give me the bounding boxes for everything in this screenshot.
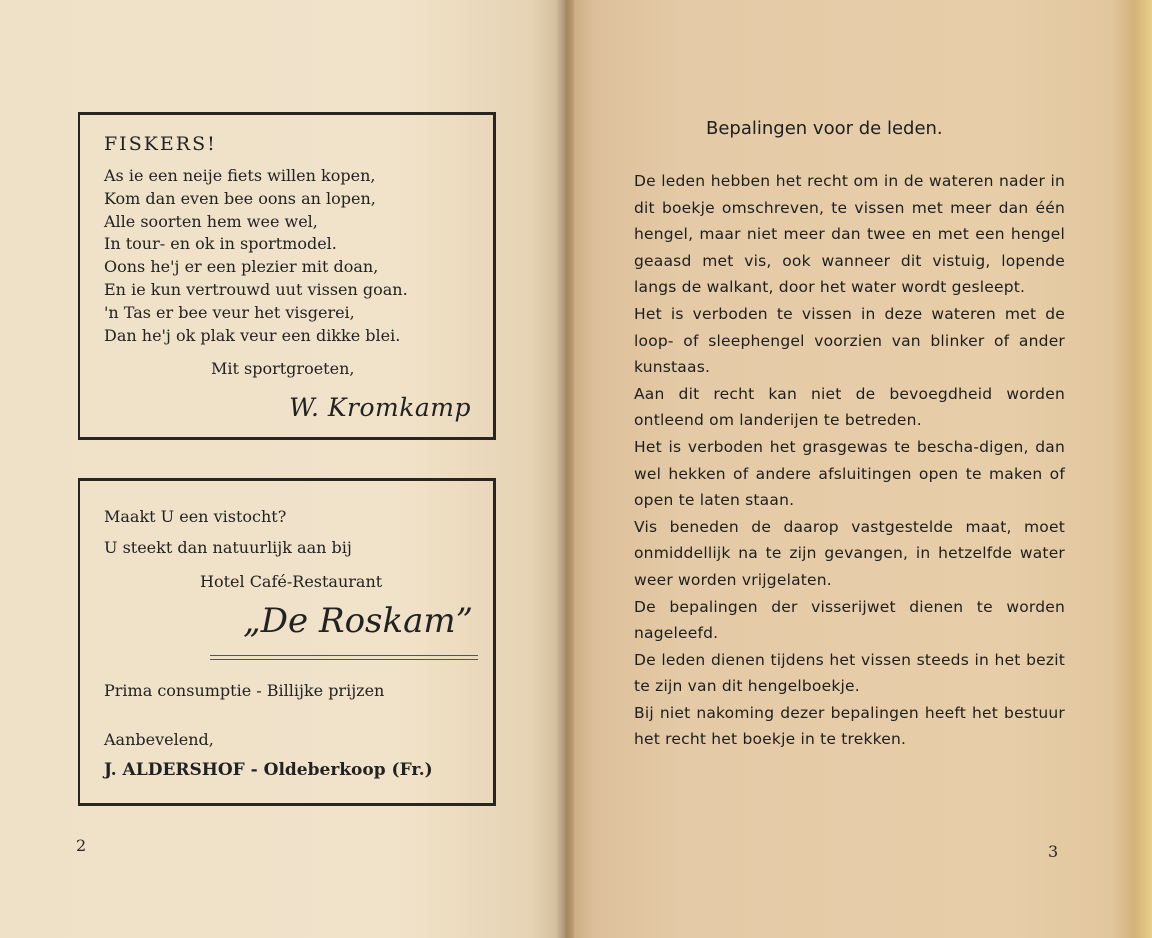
left-page xyxy=(0,0,566,938)
rule-paragraph: Het is verboden te vissen in deze wateren met de loop- of sleephengel voorzien van blinker of ander kunstaas. xyxy=(634,304,1065,377)
divider xyxy=(210,655,478,656)
page-number: 3 xyxy=(1048,842,1059,861)
rule-paragraph: Vis beneden de daarop vastgestelde maat, moet onmiddellijk na te zijn gevangen, in hetzelfde water weer worden vrijgelaten. xyxy=(634,517,1065,589)
poem-line: Kom dan even bee oons an lopen, xyxy=(104,188,376,208)
poem-line: As ie een neije fiets willen kopen, xyxy=(104,166,376,185)
rule-paragraph: De leden dienen tijdens het vissen steeds in het bezit te zijn van dit hengelboekje. xyxy=(634,650,1065,696)
advertisement-poem xyxy=(104,165,408,347)
rule-paragraph: Bij niet nakoming dezer bepalingen heeft het bestuur het recht het boekje in te trekken. xyxy=(634,703,1065,749)
right-page xyxy=(566,0,1152,938)
hotel-name: „De Roskam” xyxy=(243,601,473,641)
prices-slogan: Prima consumptie - Billijke prijzen xyxy=(104,681,385,700)
rule-paragraph: De leden hebben het recht om in de wateren nader in dit boekje omschreven, te vissen met meer dan één hengel, maar niet meer dan twee en met een hengel geaasd met vis, ook wanneer dit vistuig, lopende langs de walkant, door het water wordt gesleept. xyxy=(634,172,1065,297)
rule-paragraph: De bepalingen der visserijwet dienen te worden nageleefd. xyxy=(634,597,1065,643)
poem-line: En ie kun vertrouwd uut vissen goan. xyxy=(104,279,408,299)
book-gutter xyxy=(556,0,574,938)
signature: W. Kromkamp xyxy=(289,393,471,422)
fiskers-advertisement xyxy=(78,112,496,440)
rules-text xyxy=(634,168,1065,753)
ad-invitation: U steekt dan natuurlijk aan bij xyxy=(104,538,352,557)
rule-paragraph: Aan dit recht kan niet de bevoegdheid worden ontleend om landerijen te betreden. xyxy=(634,384,1065,430)
divider xyxy=(210,659,478,660)
ad-question: Maakt U een vistocht? xyxy=(104,507,287,526)
rule-paragraph: Het is verboden het grasgewas te bescha-digen, dan wel hekken of andere afsluitingen open te maken of open te laten staan. xyxy=(634,437,1065,510)
recommend-text: Aanbevelend, xyxy=(104,730,214,749)
poem-line: Dan he'j ok plak veur een dikke blei. xyxy=(104,325,401,345)
advertisement-title: FISKERS! xyxy=(104,133,217,155)
page-number: 2 xyxy=(76,836,87,855)
poem-line: In tour- en ok in sportmodel. xyxy=(104,234,337,254)
poem-line: Oons he'j er een plezier mit doan, xyxy=(104,257,379,277)
roskam-advertisement xyxy=(78,478,496,806)
owner-name: J. ALDERSHOF - Oldeberkoop (Fr.) xyxy=(104,760,433,780)
poem-line: 'n Tas er bee veur het visgerei, xyxy=(104,302,355,322)
hotel-label: Hotel Café-Restaurant xyxy=(200,572,383,591)
poem-line: Alle soorten hem wee wel, xyxy=(104,211,318,231)
page-heading: Bepalingen voor de leden. xyxy=(706,118,943,139)
greeting: Mit sportgroeten, xyxy=(211,359,355,378)
